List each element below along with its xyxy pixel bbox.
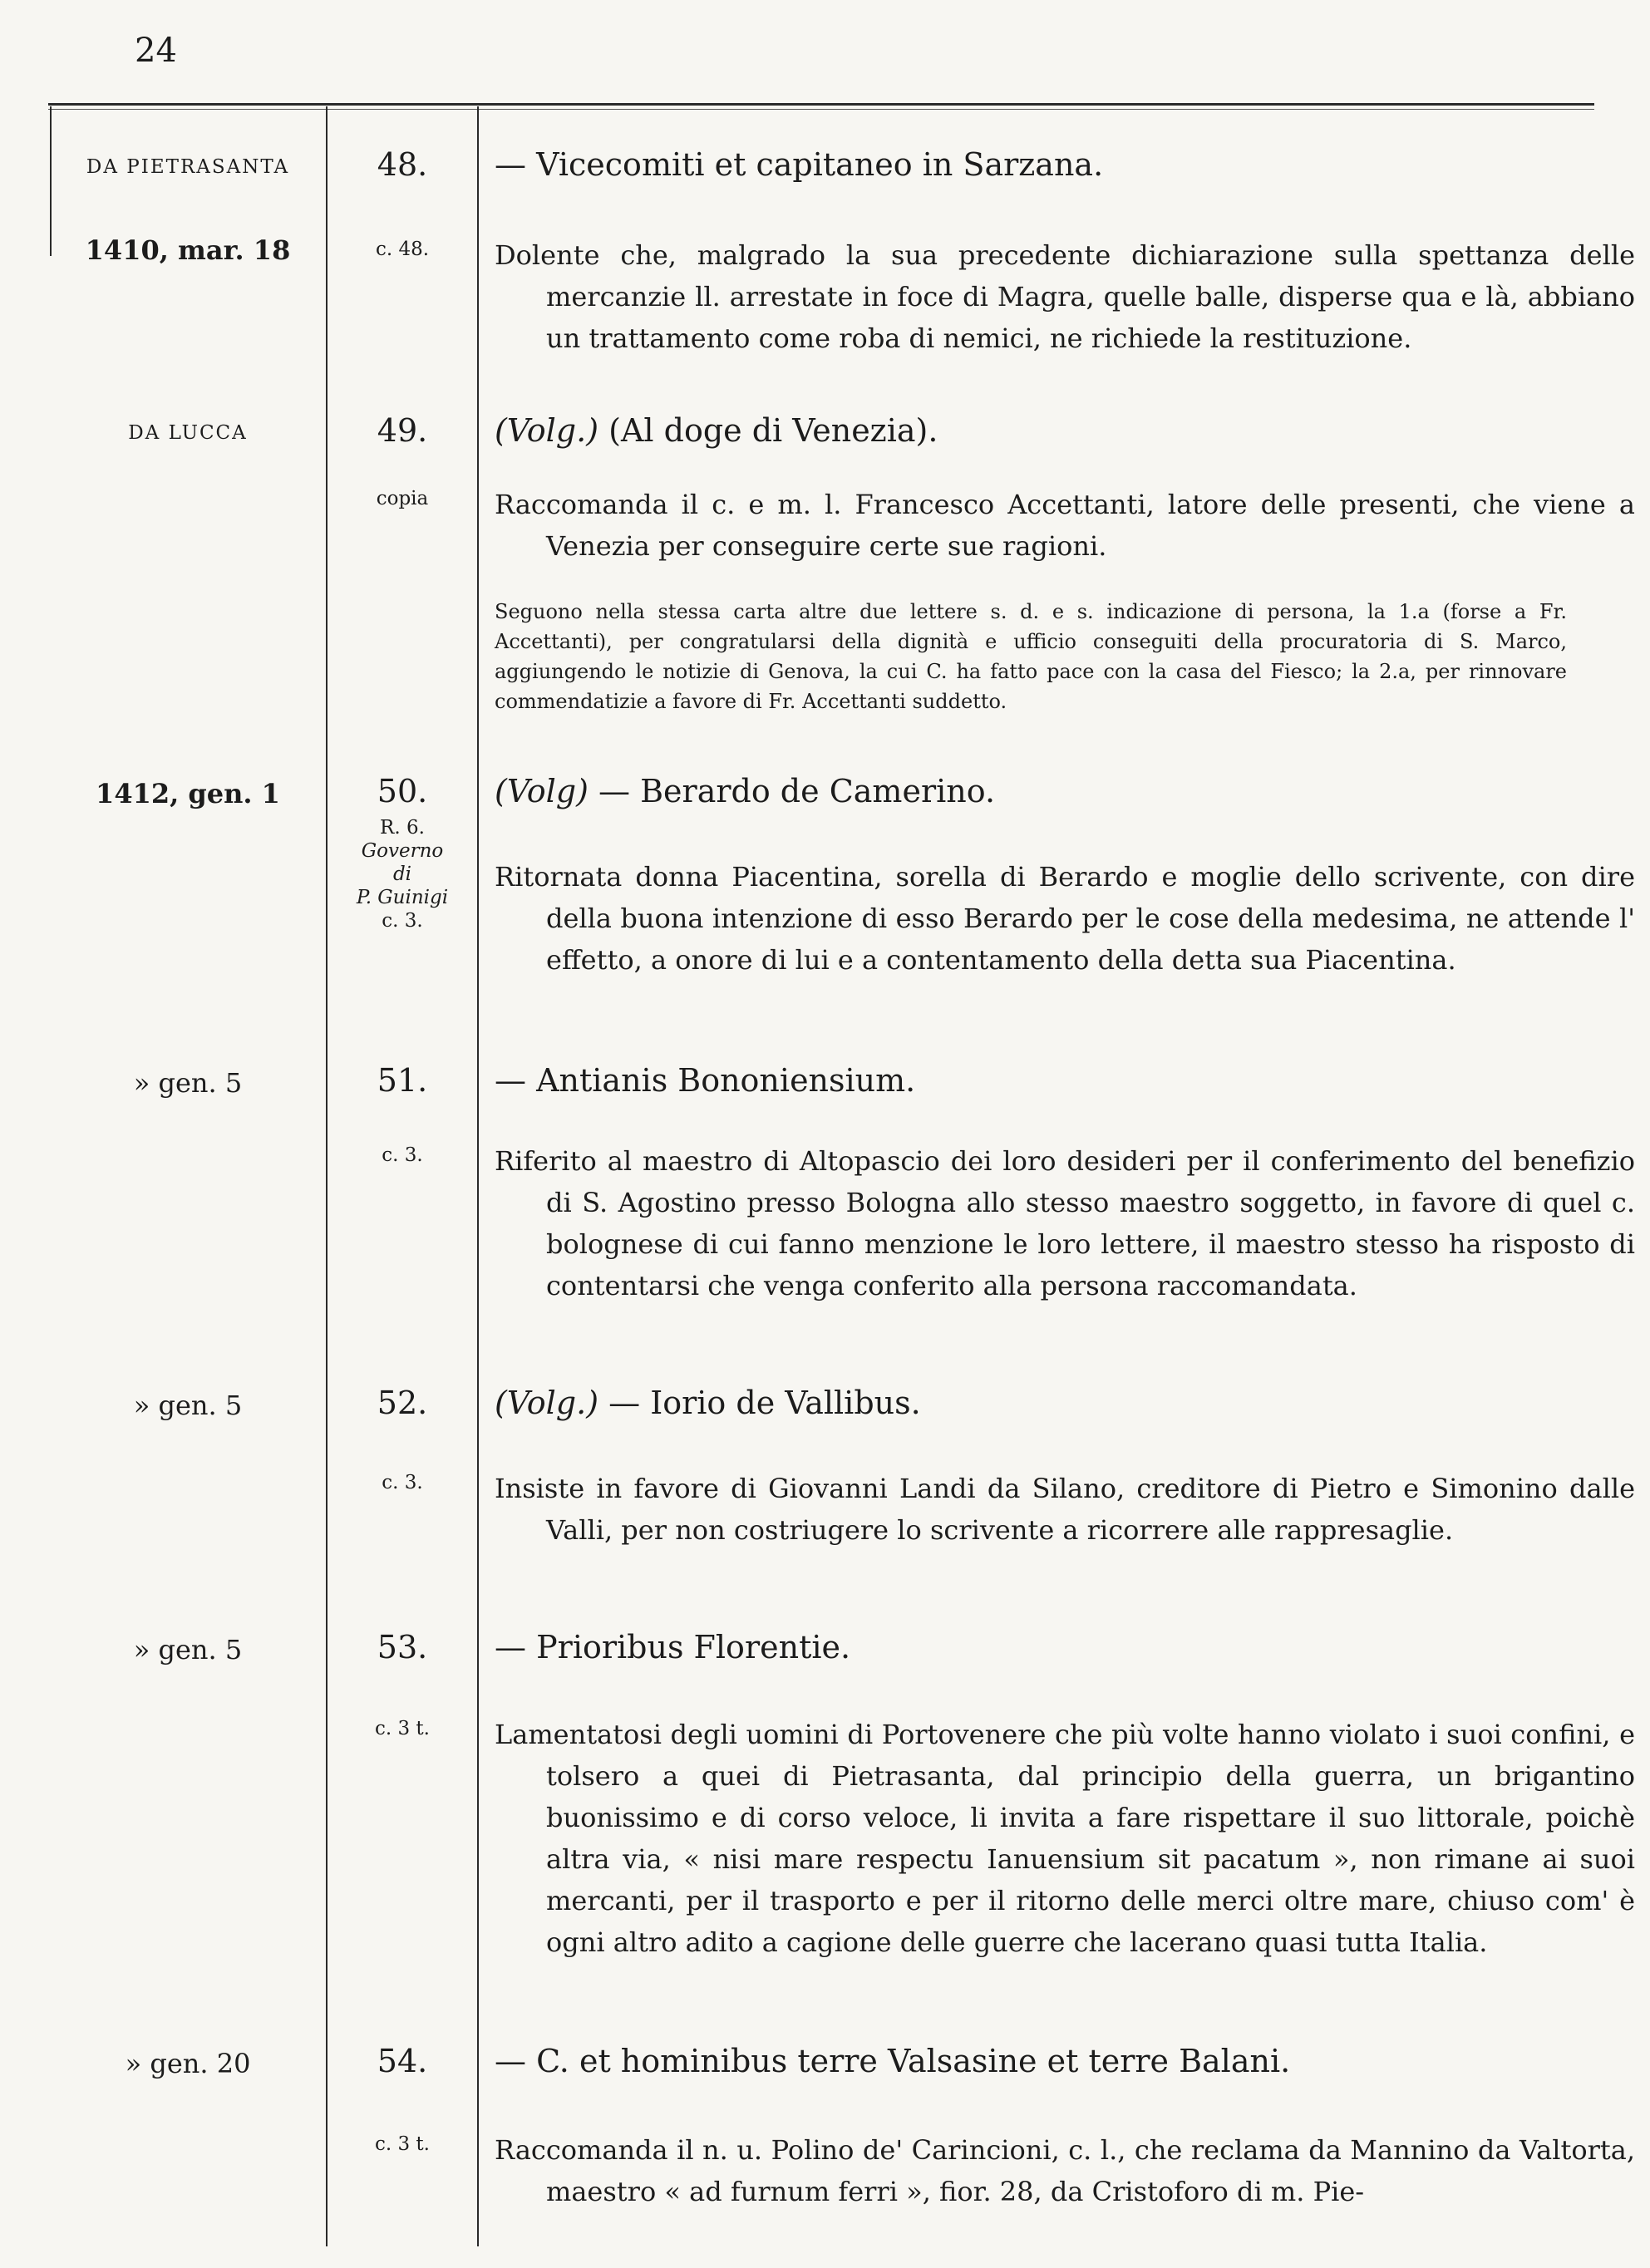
entry-body: Riferito al maestro di Altopascio dei loro desideri per il conferimento del benefizio di S. Agostino presso Bologna allo stesso maestro soggetto, in favore di quel c. bolognese di cui fanno menzione le loro lettere, il maestro stesso ha risposto di contentarsi che venga conferito alla persona raccomandata. — [495, 1145, 1635, 1301]
entry-place: DA LUCCA — [128, 422, 248, 444]
entry-ref: c. 3. — [382, 1472, 423, 1493]
header-rule-thin — [48, 109, 1594, 110]
entry-body: Ritornata donna Piacentina, sorella di Berardo e moglie dello scrivente, con dire della buona intenzione di esso Berardo per le cose della medesima, ne attende l' effetto, a onore di lui e a contentamento della detta sua Piacentina. — [495, 861, 1635, 976]
entry-number: 51. — [377, 1062, 428, 1099]
entry-heading: (Volg.) (Al doge di Venezia). — [495, 412, 938, 449]
entry-place: DA PIETRASANTA — [86, 156, 290, 178]
entry-number: 49. — [377, 412, 428, 449]
entry-number: 52. — [377, 1385, 428, 1421]
entry-body: Raccomanda il n. u. Polino de' Carincioni, c. l., che reclama da Mannino da Valtorta, maestro « ad furnum ferri », fior. 28, da Cristoforo di m. Pie- — [495, 2134, 1635, 2207]
entry-heading: — Prioribus Florentie. — [495, 1629, 851, 1665]
entry-date: 1412, gen. 1 — [96, 778, 280, 809]
entry-heading: (Volg) — Berardo de Camerino. — [495, 773, 996, 809]
entry-ref: c. 3. — [382, 1144, 423, 1166]
entry-ref: c. 48. — [375, 239, 430, 260]
entry-ref: c. 3 t. — [374, 1718, 430, 1739]
entry-note: Seguono nella stessa carta altre due lettere s. d. e s. indicazione di persona, la 1.a (forse a Fr. Accettanti), per congratularsi della dignità e ufficio conseguiti della procuratoria di S. Marco, aggiungendo le notizie di Genova, la cui C. ha fatto pace con la casa del Fiesco; la 2.a, per rinnovare commendatizie a favore di Fr. Accettanti suddetto. — [495, 600, 1567, 713]
entry-number: 53. — [377, 1629, 428, 1665]
page-number: 24 — [135, 32, 177, 70]
entry-date: » gen. 20 — [125, 2048, 251, 2079]
entry-date: » gen. 5 — [133, 1067, 243, 1099]
entry-date: » gen. 5 — [133, 1634, 243, 1665]
entry-heading: — Antianis Bononiensium. — [495, 1062, 916, 1099]
entry-body: Lamentatosi degli uomini di Portovenere che più volte hanno violato i suoi confini, e tolsero a quei di Pietrasanta, dal principio della guerra, un brigantino buonissimo e di corso veloce, li invita a fare rispettare il suo littorale, poichè altra via, « nisi mare respectu Ianuensium sit pacatum », non rimane ai suoi mercanti, per il trasporto e per il ritorno delle merci oltre mare, chiuso com' è ogni altro adito a cagione delle guerre che lacerano quasi tutta Italia. — [495, 1719, 1635, 1958]
date-column-border — [50, 106, 52, 256]
entry-body: Raccomanda il c. e m. l. Francesco Accettanti, latore delle presenti, che viene a Venezia per conseguire certe sue ragioni. — [495, 489, 1635, 562]
entry-number: 54. — [377, 2043, 428, 2079]
entry-body: Dolente che, malgrado la sua precedente dichiarazione sulla spettanza delle mercanzie ll. arrestate in foce di Magra, quelle balle, disperse qua e là, abbiano un trattamento come roba di nemici, ne richiede la restituzione. — [495, 239, 1635, 354]
entry-date: » gen. 5 — [133, 1390, 243, 1421]
entry-ref: R. 6. Governo di P. Guinigi c. 3. — [356, 817, 449, 932]
header-rule — [48, 103, 1594, 106]
entry-ref: c. 3 t. — [374, 2133, 430, 2155]
entry-number: 50. — [377, 773, 428, 809]
entry-heading: (Volg.) — Iorio de Vallibus. — [495, 1385, 921, 1421]
entry-heading: — C. et hominibus terre Valsasine et terre Balani. — [495, 2043, 1291, 2079]
text-column-border — [477, 106, 479, 2246]
entry-body: Insiste in favore di Giovanni Landi da Silano, creditore di Pietro e Simonino dalle Valli, per non costriugere lo scrivente a ricorrere alle rappresaglie. — [495, 1473, 1635, 1546]
entry-number: 48. — [377, 146, 428, 183]
entry-heading: — Vicecomiti et capitaneo in Sarzana. — [495, 146, 1104, 183]
entry-ref: copia — [376, 488, 429, 509]
entry-date: 1410, mar. 18 — [85, 234, 291, 266]
